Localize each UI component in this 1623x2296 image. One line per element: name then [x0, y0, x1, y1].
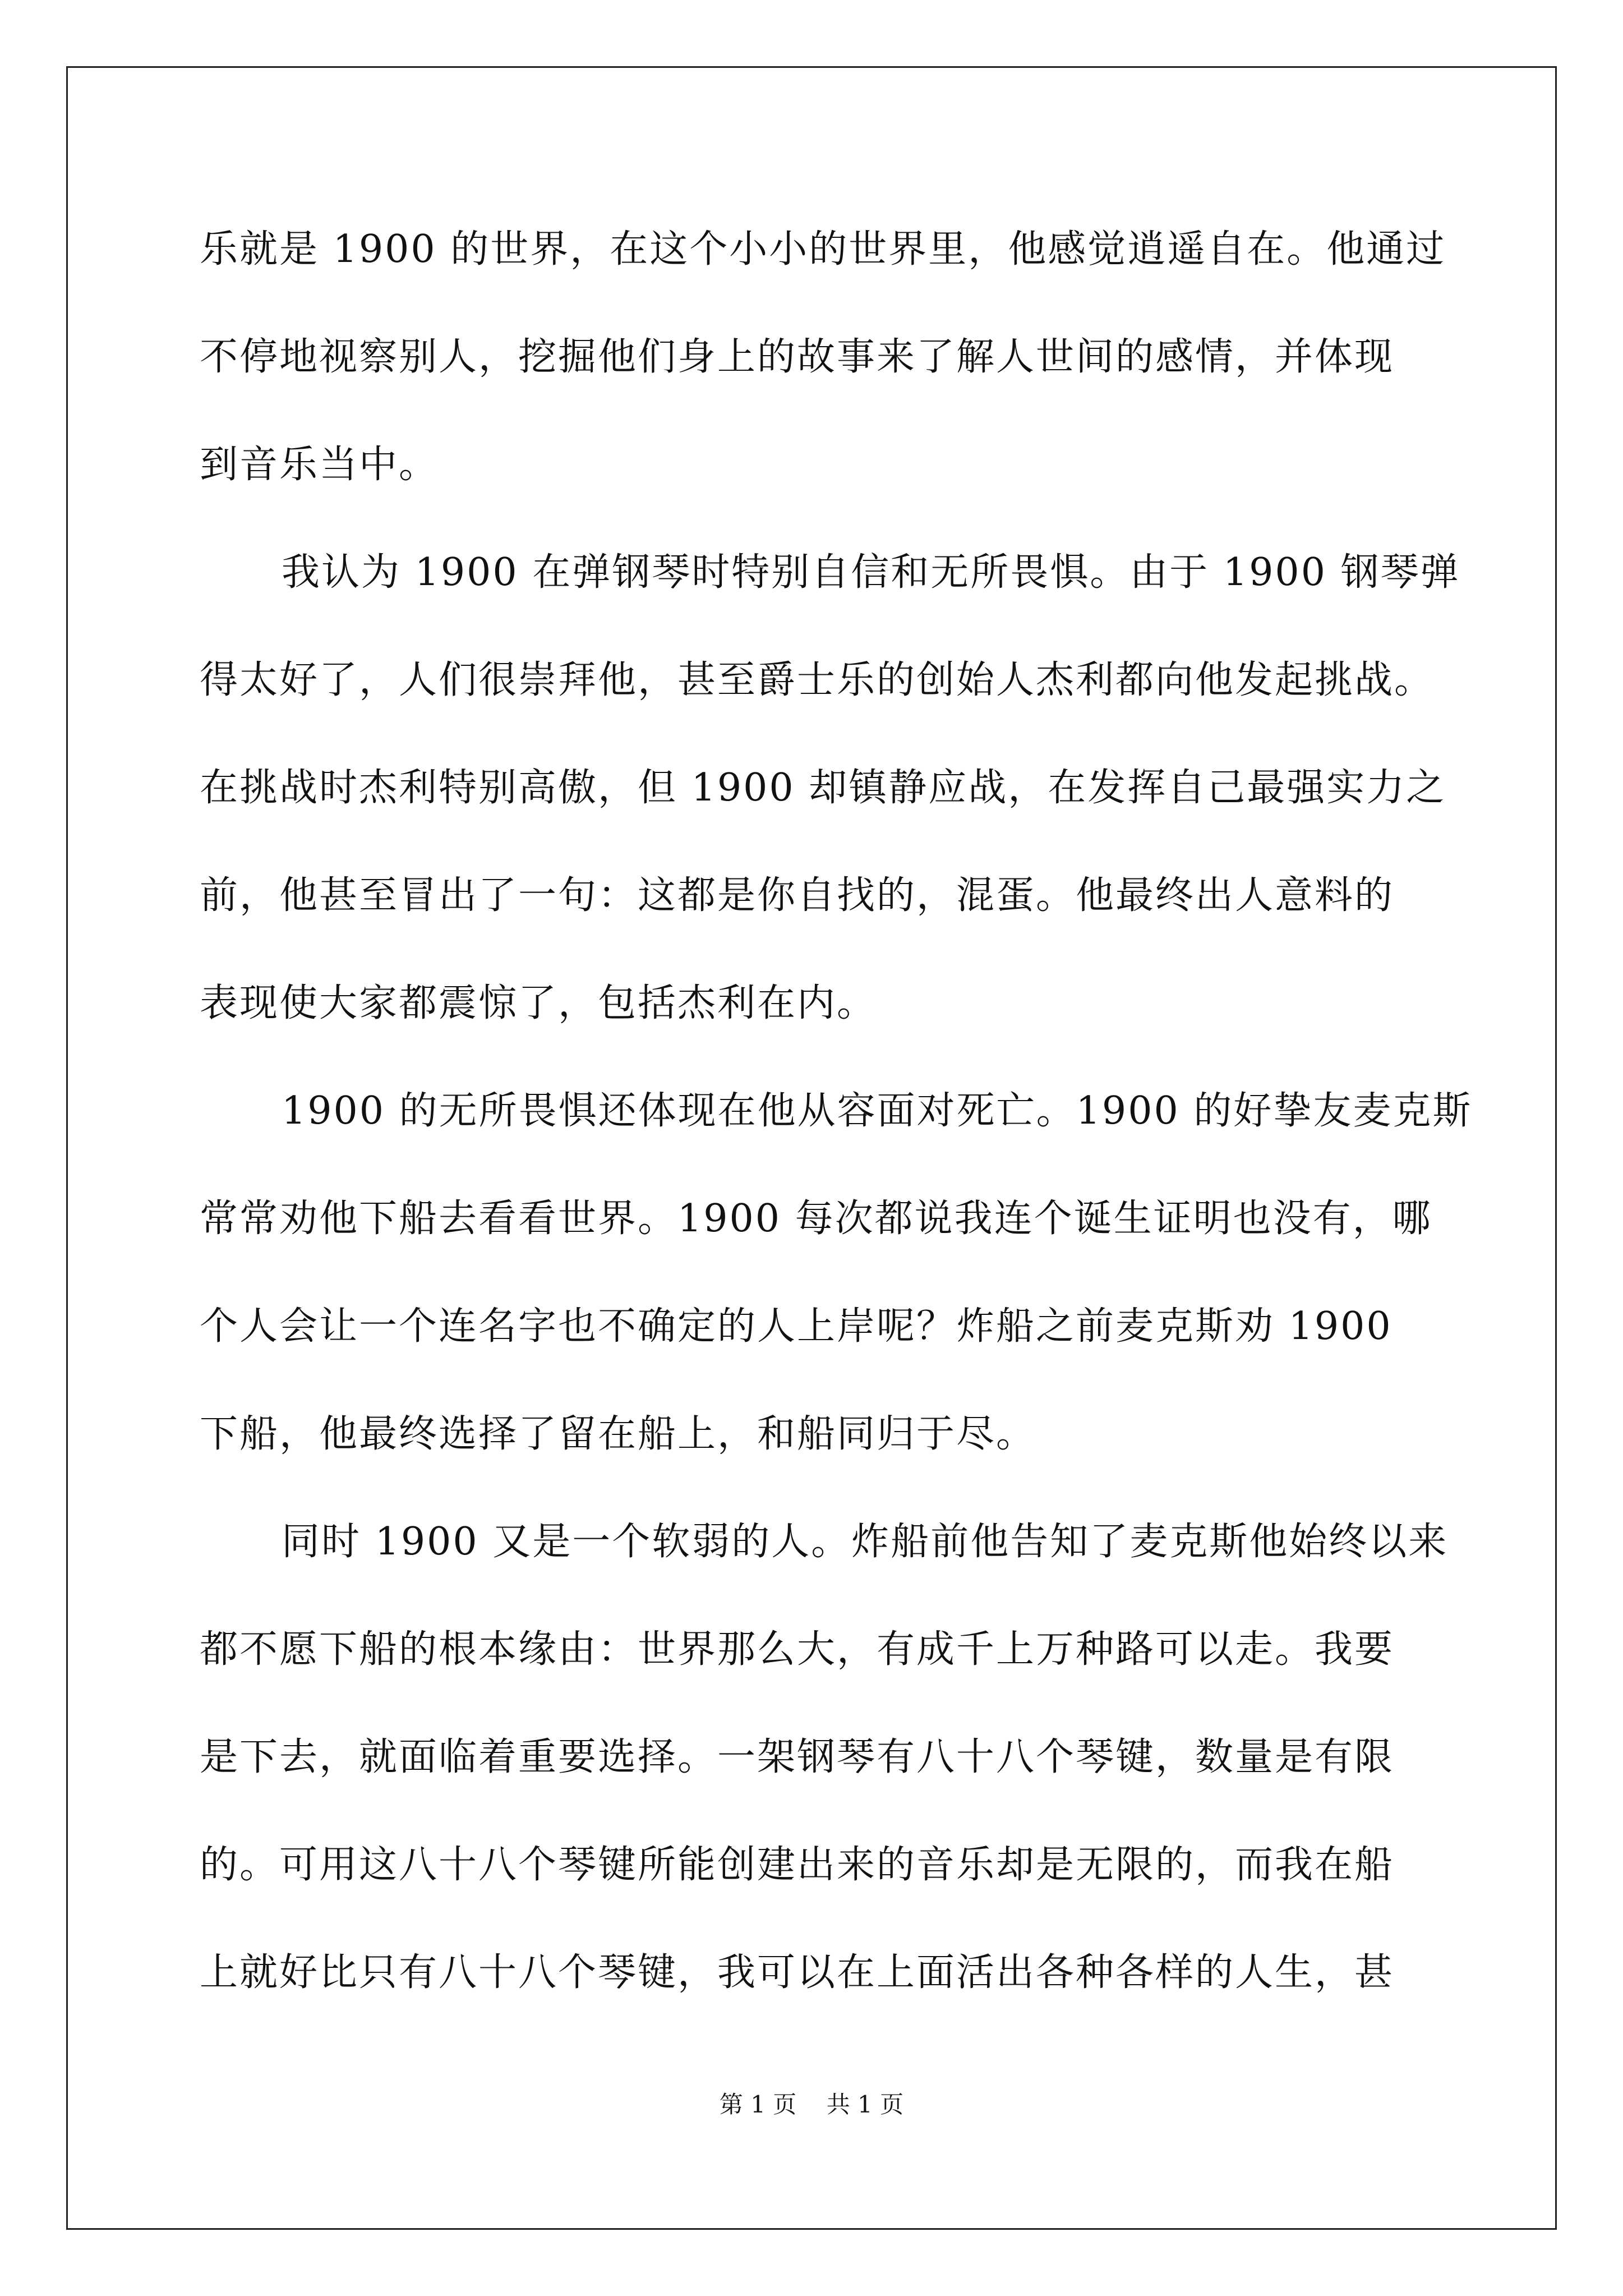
document-body — [200, 213, 1473, 2044]
text-line: 在挑战时杰利特别高傲，但 1900 却镇静应战，在发挥自己最强实力之 — [200, 766, 1446, 810]
text-line: 同时 1900 又是一个软弱的人。炸船前他告知了麦克斯他始终以来 — [282, 1520, 1449, 1564]
text-line: 到音乐当中。 — [200, 443, 439, 487]
text-line: 表现使大家都震惊了，包括杰利在内。 — [200, 981, 877, 1025]
text-line: 1900 的无所畏惧还体现在他从容面对死亡。1900 的好挚友麦克斯 — [282, 1089, 1473, 1133]
text-line: 不停地视察别人，挖掘他们身上的故事来了解人世间的感情，并体现 — [200, 335, 1395, 379]
text-line: 上就好比只有八十八个琴键，我可以在上面活出各种各样的人生，甚 — [200, 1950, 1395, 1995]
text-line: 的。可用这八十八个琴键所能创建出来的音乐却是无限的，而我在船 — [200, 1843, 1395, 1887]
page-footer: 第 1 页 共 1 页 — [719, 2091, 904, 2118]
text-line: 个人会让一个连名字也不确定的人上岸呢？炸船之前麦克斯劝 1900 — [200, 1304, 1393, 1349]
text-line: 得太好了，人们很崇拜他，甚至爵士乐的创始人杰利都向他发起挑战。 — [200, 658, 1435, 702]
text-line: 是下去，就面临着重要选择。一架钢琴有八十八个琴键，数量是有限 — [200, 1735, 1395, 1779]
text-line: 前，他甚至冒出了一句：这都是你自找的，混蛋。他最终出人意料的 — [200, 873, 1395, 918]
text-line: 都不愿下船的根本缘由：世界那么大，有成千上万种路可以走。我要 — [200, 1627, 1395, 1672]
text-line: 常常劝他下船去看看世界。1900 每次都说我连个诞生证明也没有，哪 — [200, 1197, 1432, 1241]
text-line: 乐就是 1900 的世界，在这个小小的世界里，他感觉逍遥自在。他通过 — [200, 227, 1446, 272]
text-line: 下船，他最终选择了留在船上，和船同归于尽。 — [200, 1412, 1036, 1456]
text-line: 我认为 1900 在弹钢琴时特别自信和无所畏惧。由于 1900 钢琴弹 — [282, 550, 1460, 595]
